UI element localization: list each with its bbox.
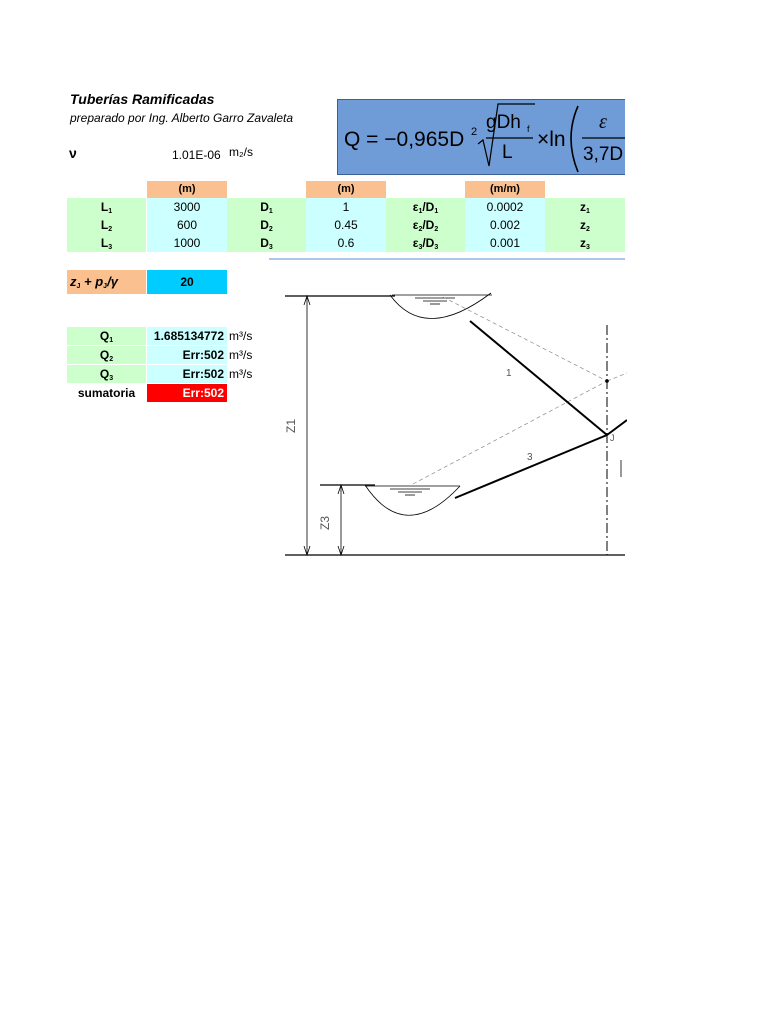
row3-l-label: $L_3$	[67, 234, 146, 252]
row1-l-value[interactable]: 3000	[147, 198, 227, 216]
q2-label: $Q_2$	[67, 346, 146, 364]
viscosity-unit: m₂/s	[229, 145, 253, 159]
row1-e-value[interactable]: 0.0002	[465, 198, 545, 216]
row3-d-label: $D_3$	[227, 234, 306, 252]
pipe-1	[470, 321, 607, 435]
formula-lhs: Q = −0,965D	[344, 128, 465, 151]
formula-square: 2	[471, 126, 478, 138]
z3-label: Z3	[318, 515, 332, 530]
formula-num: gDh	[486, 112, 521, 133]
header-d-units: (m)	[306, 181, 386, 198]
viscosity-value[interactable]: 1.01E-06	[172, 148, 221, 162]
sum-label: sumatoria	[67, 384, 146, 402]
z1-label: Z1	[284, 418, 298, 433]
q3-unit: m³/s	[229, 367, 253, 381]
row2-z-label: $z_2$	[545, 216, 625, 234]
q1-unit: m³/s	[229, 329, 253, 343]
pipe-3	[455, 435, 607, 498]
pipe1-label: 1	[506, 368, 512, 379]
row3-d-value[interactable]: 0.6	[306, 234, 386, 252]
q1-label: $Q_1$	[67, 327, 146, 345]
row2-d-value[interactable]: 0.45	[306, 216, 386, 234]
row2-d-label: $D_2$	[227, 216, 306, 234]
pipe3-label: 3	[527, 452, 533, 463]
hgl-3	[413, 381, 607, 484]
q3-label: $Q_3$	[67, 365, 146, 383]
pipe-network-diagram	[265, 255, 627, 565]
formula-eps: ε	[599, 111, 607, 133]
header-e-units: (m/m)	[465, 181, 545, 198]
formula-graphic	[338, 100, 625, 175]
row1-z-label: $z_1$	[545, 198, 625, 216]
row1-d-label: $D_1$	[227, 198, 306, 216]
zj-value-input[interactable]: 20	[147, 270, 227, 294]
page-subtitle: preparado por Ing. Alberto Garro Zavaleta	[70, 111, 294, 125]
row3-z-label: $z_3$	[545, 234, 625, 252]
formula-den2: 3,7D	[583, 144, 624, 165]
page-title: Tuberías Ramificadas	[70, 91, 215, 107]
junction-label: J	[610, 433, 615, 443]
row3-e-value[interactable]: 0.001	[465, 234, 545, 252]
paren-icon	[571, 106, 578, 172]
formula-box	[337, 99, 625, 175]
header-l-units: (m)	[147, 181, 227, 198]
reservoir3-basin	[365, 485, 460, 515]
q3-value[interactable]: Err:502	[147, 365, 227, 383]
reservoir1-basin	[390, 293, 491, 319]
q1-value[interactable]: 1.685134772	[147, 327, 227, 345]
row2-e-value[interactable]: 0.002	[465, 216, 545, 234]
row1-d-value[interactable]: 1	[306, 198, 386, 216]
row1-l-label: $L_1$	[67, 198, 146, 216]
formula-num-sub: f	[527, 124, 530, 134]
row3-e-label: $\varepsilon_3/D_3$	[386, 234, 465, 252]
row2-e-label: $\varepsilon_2/D_2$	[386, 216, 465, 234]
viscosity-symbol: ν	[69, 145, 77, 161]
zj-label: $z_J + p_J/\gamma$	[67, 270, 146, 294]
hgl-1	[443, 297, 607, 381]
row2-l-value[interactable]: 600	[147, 216, 227, 234]
row1-e-label: $\varepsilon_1/D_1$	[386, 198, 465, 216]
sum-value[interactable]: Err:502	[147, 384, 227, 402]
row2-l-label: $L_2$	[67, 216, 146, 234]
formula-op: ×ln	[537, 128, 566, 151]
row3-l-value[interactable]: 1000	[147, 234, 227, 252]
q2-value[interactable]: Err:502	[147, 346, 227, 364]
formula-den: L	[502, 142, 513, 163]
q2-unit: m³/s	[229, 348, 253, 362]
